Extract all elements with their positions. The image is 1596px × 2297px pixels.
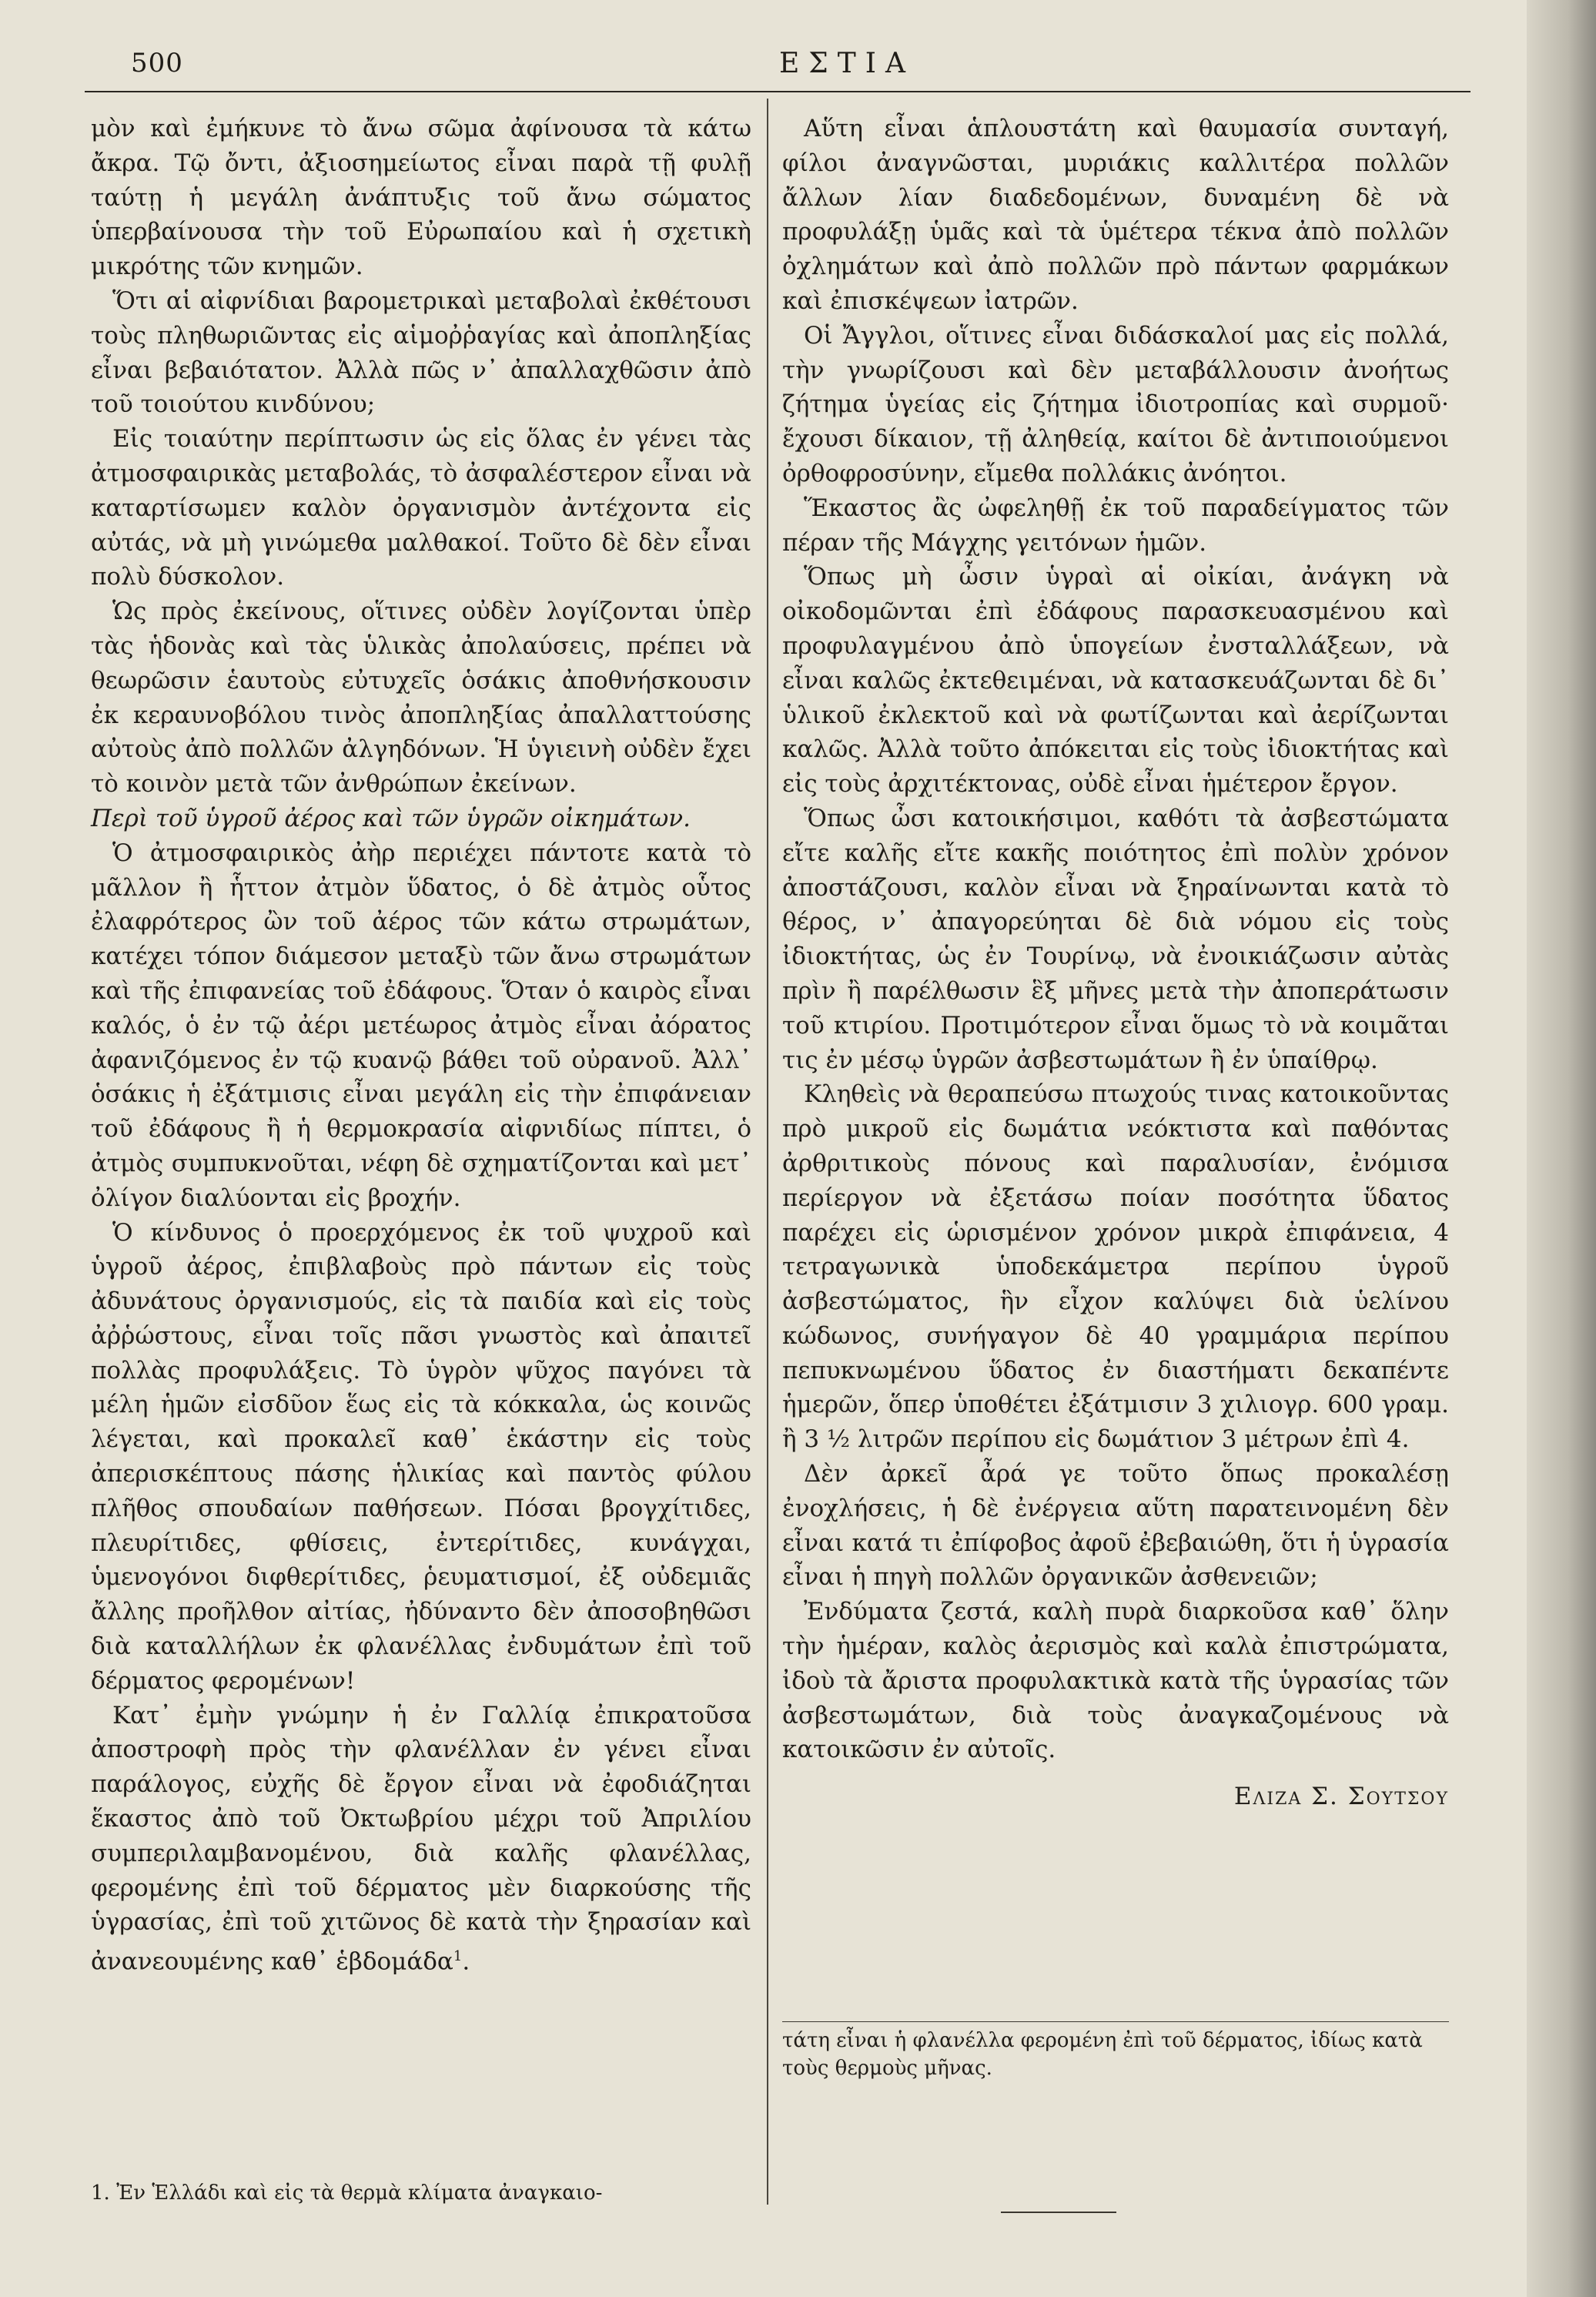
author-signature: Ελιζα Σ. Σουτσου (1233, 1783, 1449, 1811)
paragraph-text: Κατ᾿ ἐμὴν γνώμην ἡ ἐν Γαλλίᾳ ἐπικρατοῦσα ἀποστροφὴ πρὸς τὴν φλανέλλαν ἐν γένει εἶναι παράλογος, εὐχῆς δὲ ἔργον εἶναι νὰ ἐφοδιάζηται ἕκαστος ἀπὸ τοῦ Ὀκτωβρίου μέχρι τοῦ Ἀπριλίου συμπεριλαμβανομένου, διὰ καλῆς φλανέλλας, φερομένης ἐπὶ τοῦ δέρματος μὲν διαρκούσης τῆς ὑγρασίας, ἐπὶ τοῦ χιτῶνος δὲ κατὰ τὴν ξηρασίαν καὶ ἀνανεουμένης καθ᾿ ἑβδομάδα (91, 1701, 751, 1976)
paragraph: Ἕκαστος ἂς ὠφεληθῇ ἐκ τοῦ παραδείγματος τῶν πέραν τῆς Μάγχης γειτόνων ἡμῶν. (782, 494, 1449, 557)
paragraph: Δὲν ἀρκεῖ ἆρά γε τοῦτο ὅπως προκαλέσῃ ἐνοχλήσεις, ἡ δὲ ἐνέργεια αὕτη παρατεινομένη δὲν εἶναι κατά τι ἐπίφοβος ἀφοῦ ἐβεβαιώθη, ὅτι ἡ ὑγρασία εἶναι ἡ πηγὴ πολλῶν ὀργανικῶν ἀσθενειῶν; (782, 1460, 1449, 1592)
paragraph: Κληθεὶς νὰ θεραπεύσω πτωχούς τινας κατοικοῦντας πρὸ μικροῦ εἰς δωμάτια νεόκτιστα καὶ παθόντας ἀρθριτικοὺς πόνους καὶ παραλυσίαν, ἐνόμισα περίεργον νὰ ἐξετάσω ποίαν ποσότητα ὕδατος παρέχει εἰς ὡρισμένον χρόνον μικρὰ ἐπιφάνεια, 4 τετραγωνικὰ ὑποδεκάμετρα περίπου ὑγροῦ ἀσβεστώματος, ἣν εἶχον καλύψει διὰ ὑελίνου κώδωνος, συνήγαγον δὲ 40 γραμμάρια περίπου πεπυκνωμένου ὕδατος ἐν διαστήματι δεκαπέντε ἡμερῶν, ὅπερ ὑποθέτει ἐξάτμισιν 3 χιλιογρ. 600 γραμ. ἢ 3 ½ λιτρῶν περίπου εἰς δωμάτιον 3 μέτρων ἐπὶ 4. (782, 1080, 1449, 1454)
paragraph: Ὁ κίνδυνος ὁ προερχόμενος ἐκ τοῦ ψυχροῦ καὶ ὑγροῦ ἀέρος, ἐπιβλαβοὺς πρὸ πάντων εἰς τοὺς ἀδυνάτους ὀργανισμούς, εἰς τὰ παιδία καὶ εἰς τοὺς ἀῤῥώστους, εἶναι τοῖς πᾶσι γνωστὸς καὶ ἀπαιτεῖ πολλὰς προφυλάξεις. Τὸ ὑγρὸν ψῦχος παγόνει τὰ μέλη ἡμῶν εἰσδῦον ἕως εἰς τὰ κόκκαλα, ὡς κοινῶς λέγεται, καὶ προκαλεῖ καθ᾿ ἑκάστην εἰς τοὺς ἀπερισκέπτους πάσης ἡλικίας καὶ παντὸς φύλου πλῆθος σπουδαίων παθήσεων. Πόσαι βρογχίτιδες, πλευρίτιδες, φθίσεις, ἐντερίτιδες, κυνάγχαι, ὑμενογόνοι διφθερίτιδες, ῥευματισμοί, ἐξ οὐδεμιᾶς ἄλλης προῆλθον αἰτίας, ἠδύναντο δὲν ἀποσοβηθῶσι διὰ καταλλήλων ἐκ φλανέλλας ἐνδυμάτων ἐπὶ τοῦ δέρματος φερομένων! (91, 1218, 751, 1695)
end-rule (1001, 2212, 1116, 2213)
header-rule (85, 91, 1471, 92)
paragraph: Αὕτη εἶναι ἁπλουστάτη καὶ θαυμασία συνταγή, φίλοι ἀναγνῶσται, μυριάκις καλλιτέρα πολλῶν ἄλλων λίαν διαδεδομένων, δυναμένη δὲ νὰ προφυλάξῃ ὑμᾶς καὶ τὰ ὑμέτερα τέκνα ἀπὸ πολλῶν ὀχλημάτων καὶ ἀπὸ πολλῶν πρὸ πάντων φαρμάκων καὶ ἐπισκέψεων ἰατρῶν. (782, 115, 1449, 315)
left-column (91, 112, 751, 2237)
paragraph: Εἰς τοιαύτην περίπτωσιν ὡς εἰς ὅλας ἐν γένει τὰς ἀτμοσφαιρικὰς μεταβολάς, τὸ ἀσφαλέστερον εἶναι νὰ καταρτίσωμεν καλὸν ὀργανισμὸν ἀντέχοντα εἰς αὐτάς, νὰ μὴ γινώμεθα μαλθακοί. Τοῦτο δὲ δὲν εἶναι πολὺ δύσκολον. (91, 425, 751, 591)
paragraph: Ὡς πρὸς ἐκείνους, οἵτινες οὐδὲν λογίζονται ὑπὲρ τὰς ἡδονὰς καὶ τὰς ὑλικὰς ἀπολαύσεις, πρέπει νὰ θεωρῶσιν ἑαυτοὺς εὐτυχεῖς ὁσάκις ἀποθνήσκουσιν ἐκ κεραυνοβόλου τινὸς ἀποπληξίας ἀπαλλαττούσης αὐτοὺς ἀπὸ πολλῶν ἀλγηδόνων. Ἡ ὑγιεινὴ οὐδὲν ἔχει τὸ κοινὸν μετὰ τῶν ἀνθρώπων ἐκείνων. (91, 598, 751, 799)
footnote-mark: 1 (453, 1948, 463, 1965)
paragraph: Ὅπως μὴ ὦσιν ὑγραὶ αἱ οἰκίαι, ἀνάγκη νὰ οἰκοδομῶνται ἐπὶ ἐδάφους παρασκευασμένου καὶ προφυλαγμένου ἀπὸ ὑπογείων ἐνσταλλάξεων, νὰ εἶναι καλῶς ἐκτεθειμέναι, νὰ κατασκευάζωνται δὲ δι᾿ ὑλικοῦ ἐκλεκτοῦ καὶ νὰ φωτίζωνται καὶ ἀερίζωνται καλῶς. Ἀλλὰ τοῦτο ἀπόκειται εἰς τοὺς ἰδιοκτήτας καὶ εἰς τοὺς ἀρχιτέκτονας, οὐδὲ εἶναι ἡμέτερον ἔργον. (782, 563, 1449, 799)
column-divider (767, 99, 768, 2205)
paragraph: μὸν καὶ ἐμήκυνε τὸ ἄνω σῶμα ἀφίνουσα τὰ κάτω ἄκρα. Τῷ ὄντι, ἀξιοσημείωτος εἶναι παρὰ τῇ φυλῇ ταύτῃ ἡ μεγάλη ἀνάπτυξις τοῦ ἄνω σώματος ὑπερβαίνουσα τὴν τοῦ Εὐρωπαίου καὶ ἡ σχετικὴ μικρότης τῶν κνημῶν. (91, 115, 751, 281)
paragraph: Ὅπως ὦσι κατοικήσιμοι, καθότι τὰ ἀσβεστώματα εἴτε καλῆς εἴτε κακῆς ποιότητος ἐπὶ πολὺν χρόνον ἀποστάζουσι, καλὸν εἶναι νὰ ξηραίνωνται κατὰ τὸ θέρος, ν᾿ ἀπαγορεύηται δὲ διὰ νόμου εἰς τοὺς ἰδιοκτήτας, ὡς ἐν Τουρίνῳ, νὰ ἐνοικιάζωσιν αὐτὰς πρὶν ἢ παρέλθωσιν ἓξ μῆνες μετὰ τὴν ἀποπεράτωσιν τοῦ κτιρίου. Προτιμότερον εἶναι ὅμως τὸ νὰ κοιμᾶται τις ἐν μέσῳ ὑγρῶν ἀσβεστωμάτων ἢ ἐν ὑπαίθρῳ. (782, 804, 1449, 1074)
paragraph: Ὅτι αἱ αἰφνίδιαι βαρομετρικαὶ μεταβολαὶ ἐκθέτουσι τοὺς πληθωριῶντας εἰς αἱμοῤῥαγίας καὶ ἀποπληξίας εἶναι βεβαιότατον. Ἀλλὰ πῶς ν᾿ ἀπαλλαχθῶσιν ἀπὸ τοῦ τοιούτου κινδύνου; (91, 286, 751, 419)
paragraph-with-footnote: Κατ᾿ ἐμὴν γνώμην ἡ ἐν Γαλλίᾳ ἐπικρατοῦσα ἀποστροφὴ πρὸς τὴν φλανέλλαν ἐν γένει εἶναι παράλογος, εὐχῆς δὲ ἔργον εἶναι νὰ ἐφοδιάζηται ἕκαστος ἀπὸ τοῦ Ὀκτωβρίου μέχρι τοῦ Ἀπριλίου συμπεριλαμβανομένου, διὰ καλῆς φλανέλλας, φερομένης ἐπὶ τοῦ δέρματος μὲν διαρκούσης τῆς ὑγρασίας, ἐπὶ τοῦ χιτῶνος δὲ κατὰ τὴν ξηρασίαν καὶ ἀνανεουμένης καθ᾿ ἑβδομάδα$^1$. (91, 1701, 751, 1976)
footnote-rule (782, 2021, 1449, 2022)
page-number: 500 (131, 48, 183, 79)
footnote-left (91, 2179, 751, 2207)
page-header (131, 48, 1471, 86)
paragraph: Οἱ Ἄγγλοι, οἵτινες εἶναι διδάσκαλοί μας εἰς πολλά, τὴν γνωρίζουσι καὶ δὲν μεταβάλλουσιν ἀνοήτως ζήτημα ὑγείας εἰς ζήτημα ἰδιοτροπίας καὶ συρμοῦ· ἔχουσι δίκαιον, τῇ ἀληθείᾳ, καίτοι δὲ ἀντιποιούμενοι ὀρθοφροσύνην, εἴμεθα πολλάκις ἀνόητοι. (782, 321, 1449, 487)
page-edge-shadow (1527, 0, 1596, 2297)
section-title: Περὶ τοῦ ὑγροῦ ἀέρος καὶ τῶν ὑγρῶν οἰκημάτων. (91, 804, 691, 832)
footnote-right (782, 2014, 1449, 2082)
right-column (782, 112, 1449, 2021)
footnote-text: τάτη εἶναι ἡ φλανέλλα φερομένη ἐπὶ τοῦ δέρματος, ἰδίως κατὰ τοὺς θερμοὺς μῆνας. (782, 2029, 1423, 2080)
running-head: ΕΣΤΙΑ (779, 48, 915, 79)
paragraph: Ἐνδύματα ζεστά, καλὴ πυρὰ διαρκοῦσα καθ᾿ ὅλην τὴν ἡμέραν, καλὸς ἀερισμὸς καὶ καλὰ ἐπιστρώματα, ἰδοὺ τὰ ἄριστα προφυλακτικὰ κατὰ τῆς ὑγρασίας τῶν ἀσβεστωμάτων, διὰ τοὺς ἀναγκαζομένους νὰ κατοικῶσιν ἐν αὐτοῖς. (782, 1598, 1449, 1764)
paragraph: Ὁ ἀτμοσφαιρικὸς ἀὴρ περιέχει πάντοτε κατὰ τὸ μᾶλλον ἢ ἧττον ἀτμὸν ὕδατος, ὁ δὲ ἀτμὸς οὗτος ἐλαφρότερος ὢν τοῦ ἀέρος τῶν κάτω στρωμάτων, κατέχει τόπον διάμεσον μεταξὺ τῶν ἄνω στρωμάτων καὶ τῆς ἐπιφανείας τοῦ ἐδάφους. Ὅταν ὁ καιρὸς εἶναι καλός, ὁ ἐν τῷ ἀέρι μετέωρος ἀτμὸς εἶναι ἀόρατος ἀφανιζόμενος ἐν τῷ κυανῷ βάθει τοῦ οὐρανοῦ. Ἀλλ᾿ ὁσάκις ἡ ἐξάτμισις εἶναι μεγάλη εἰς τὴν ἐπιφάνειαν τοῦ ἐδάφους ἢ ἡ θερμοκρασία αἰφνιδίως πίπτει, ὁ ἀτμὸς συμπυκνοῦται, νέφη δὲ σχηματίζονται καὶ μετ᾿ ὀλίγον διαλύονται εἰς βροχήν. (91, 839, 751, 1212)
footnote-text: 1. Ἐν Ἑλλάδι καὶ εἰς τὰ θερμὰ κλίματα ἀναγκαιο- (91, 2181, 603, 2205)
